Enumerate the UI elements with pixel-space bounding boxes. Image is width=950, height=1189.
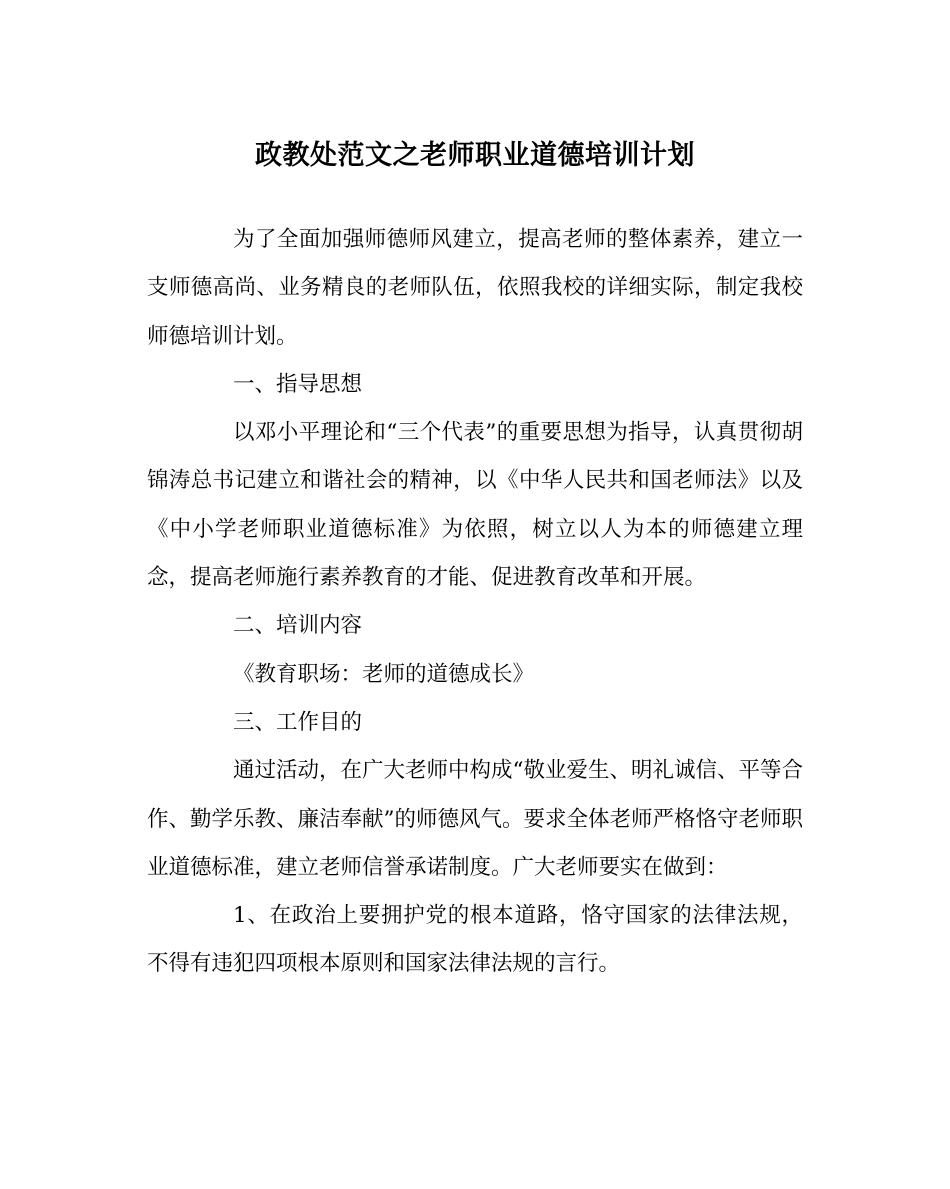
section-heading-work-goal: 三、工作目的 [233, 709, 363, 735]
section-heading-guiding-thought: 一、指导思想 [233, 371, 363, 397]
document-body [147, 216, 803, 989]
intro-paragraph: 为了全面加强师德师风建立，提高老师的整体素养，建立一支师德高尚、业务精良的老师队伍，依照我校的详细实际，制定我校师德培训计划。 [147, 227, 803, 349]
requirement-item-1: 1、在政治上要拥护党的根本道路，恪守国家的法律法规，不得有违犯四项根本原则和国家法律法规的言行。 [147, 903, 803, 977]
training-content-book-title: 《教育职场：老师的道德成长》 [233, 661, 535, 687]
document-title: 政教处范文之老师职业道德培训计划 [255, 140, 695, 171]
work-goal-paragraph: 通过活动，在广大老师中构成“敬业爱生、明礼诚信、平等合作、勤学乐教、廉洁奉献”的师德风气。要求全体老师严格恪守老师职业道德标准，建立老师信誉承诺制度。广大老师要实在做到： [147, 758, 803, 880]
section-heading-training-content: 二、培训内容 [233, 613, 363, 639]
guiding-thought-paragraph: 以邓小平理论和“三个代表”的重要思想为指导，认真贯彻胡锦涛总书记建立和谐社会的精神，以《中华人民共和国老师法》以及《中小学老师职业道德标准》为依照，树立以人为本的师德建立理念，提高老师施行素养教育的才能、促进教育改革和开展。 [147, 420, 803, 591]
